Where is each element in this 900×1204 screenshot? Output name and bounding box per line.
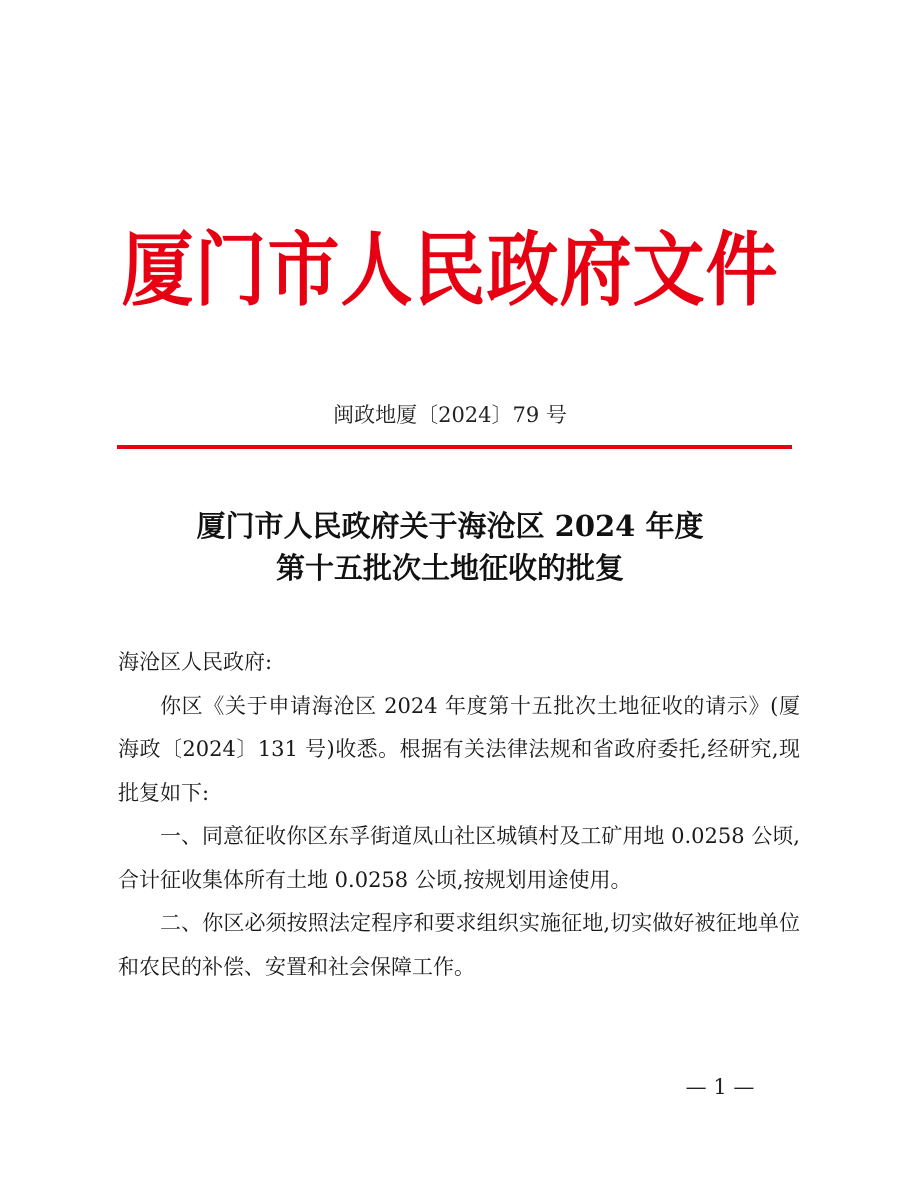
- red-separator-line: [117, 445, 792, 449]
- page-number: — 1 —: [685, 1075, 755, 1099]
- document-body: [118, 641, 800, 989]
- document-masthead: 厦门市人民政府文件: [121, 221, 779, 318]
- document-title: [0, 505, 900, 589]
- title-line-2: 第十五批次土地征收的批复: [275, 551, 624, 585]
- paragraph-intro: 你区《关于申请海沧区 2024 年度第十五批次土地征收的请示》(厦海政〔2024〕131 号)收悉。根据有关法律法规和省政府委托,经研究,现批复如下:: [118, 693, 801, 805]
- paragraph-item-2: 二、你区必须按照法定程序和要求组织实施征地,切实做好被征地单位和农民的补偿、安置和社会保障工作。: [118, 911, 800, 979]
- document-number: 闽政地厦〔2024〕79 号: [333, 403, 567, 427]
- paragraph-item-1: 一、同意征收你区东孚街道凤山社区城镇村及工矿用地 0.0258 公顷,合计征收集体所有土地 0.0258 公顷,按规划用途使用。: [118, 824, 800, 892]
- salutation: 海沧区人民政府:: [118, 650, 273, 674]
- title-line-1: 厦门市人民政府关于海沧区 2024 年度: [196, 509, 704, 543]
